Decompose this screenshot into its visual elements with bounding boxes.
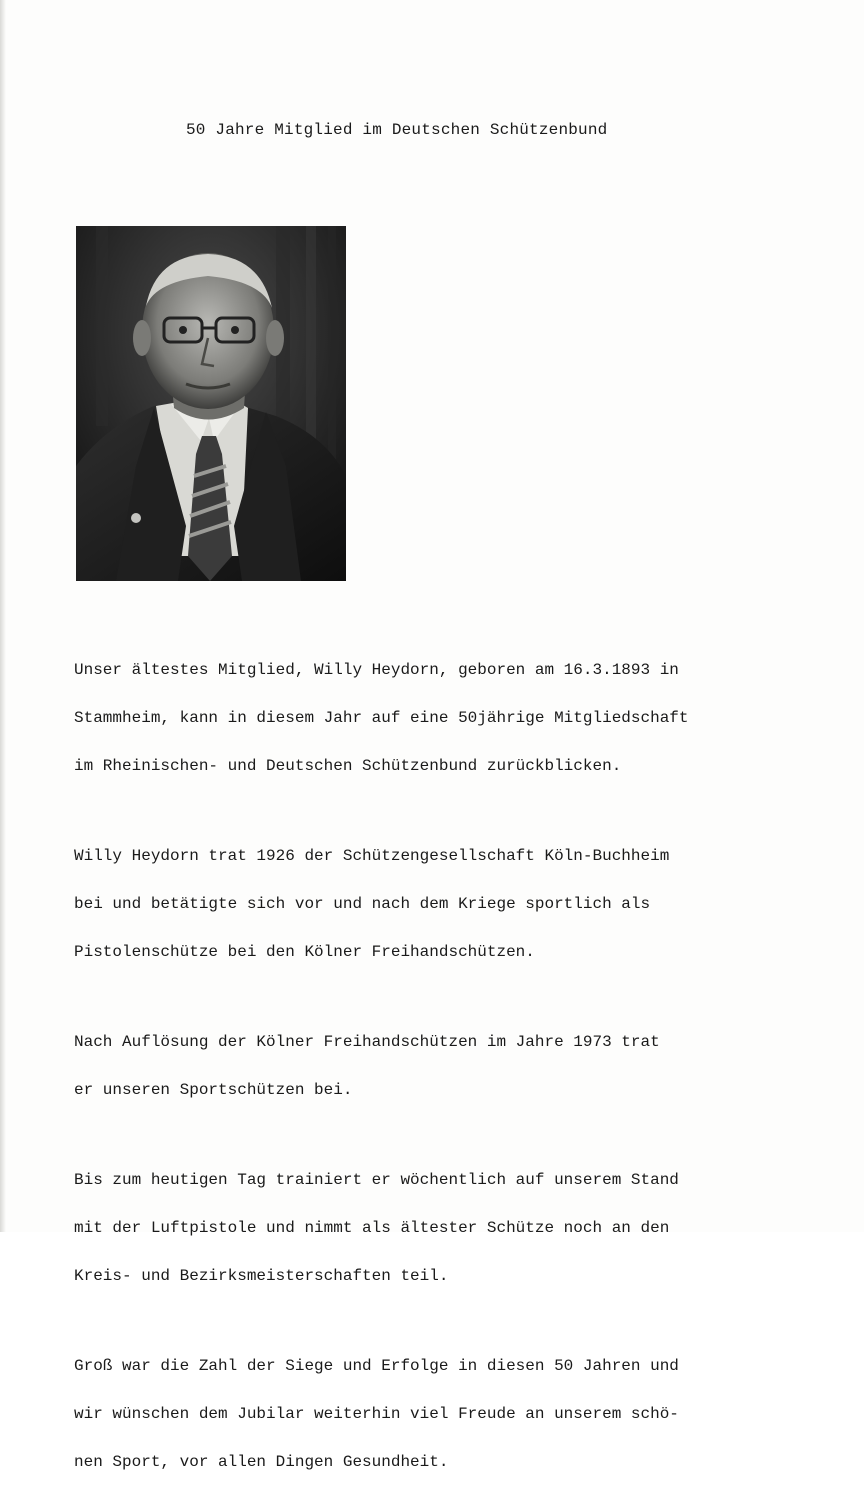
paragraph-4 [74, 1140, 774, 1316]
paragraph-line: nen Sport, vor allen Dingen Gesundheit. [74, 1453, 449, 1471]
paragraph-3 [74, 1002, 774, 1130]
paragraph-line: Stammheim, kann in diesem Jahr auf eine 50jährige Mitgliedschaft [74, 709, 689, 727]
paragraph-5 [74, 1326, 774, 1502]
paragraph-line: mit der Luftpistole und nimmt als ältester Schütze noch an den [74, 1219, 670, 1237]
paragraph-line: Unser ältestes Mitglied, Willy Heydorn, geboren am 16.3.1893 in [74, 661, 679, 679]
page-title: 50 Jahre Mitglied im Deutschen Schützenbund [186, 121, 608, 139]
paragraph-line: Willy Heydorn trat 1926 der Schützengesellschaft Köln-Buchheim [74, 847, 670, 865]
article-body [74, 630, 774, 1512]
paragraph-line: Bis zum heutigen Tag trainiert er wöchentlich auf unserem Stand [74, 1171, 679, 1189]
paragraph-line: Pistolenschütze bei den Kölner Freihandschützen. [74, 943, 535, 961]
paragraph-line: er unseren Sportschützen bei. [74, 1081, 353, 1099]
portrait-photo [76, 226, 346, 581]
paragraph-line: im Rheinischen- und Deutschen Schützenbund zurückblicken. [74, 757, 622, 775]
page-edge-shadow [0, 0, 6, 1232]
paragraph-1 [74, 630, 774, 806]
paragraph-line: Kreis- und Bezirksmeisterschaften teil. [74, 1267, 449, 1285]
paragraph-2 [74, 816, 774, 992]
paragraph-line: Nach Auflösung der Kölner Freihandschützen im Jahre 1973 trat [74, 1033, 660, 1051]
paragraph-line: Groß war die Zahl der Siege und Erfolge in diesen 50 Jahren und [74, 1357, 679, 1375]
paragraph-line: wir wünschen dem Jubilar weiterhin viel Freude an unserem schö- [74, 1405, 679, 1423]
paragraph-line: bei und betätigte sich vor und nach dem Kriege sportlich als [74, 895, 651, 913]
